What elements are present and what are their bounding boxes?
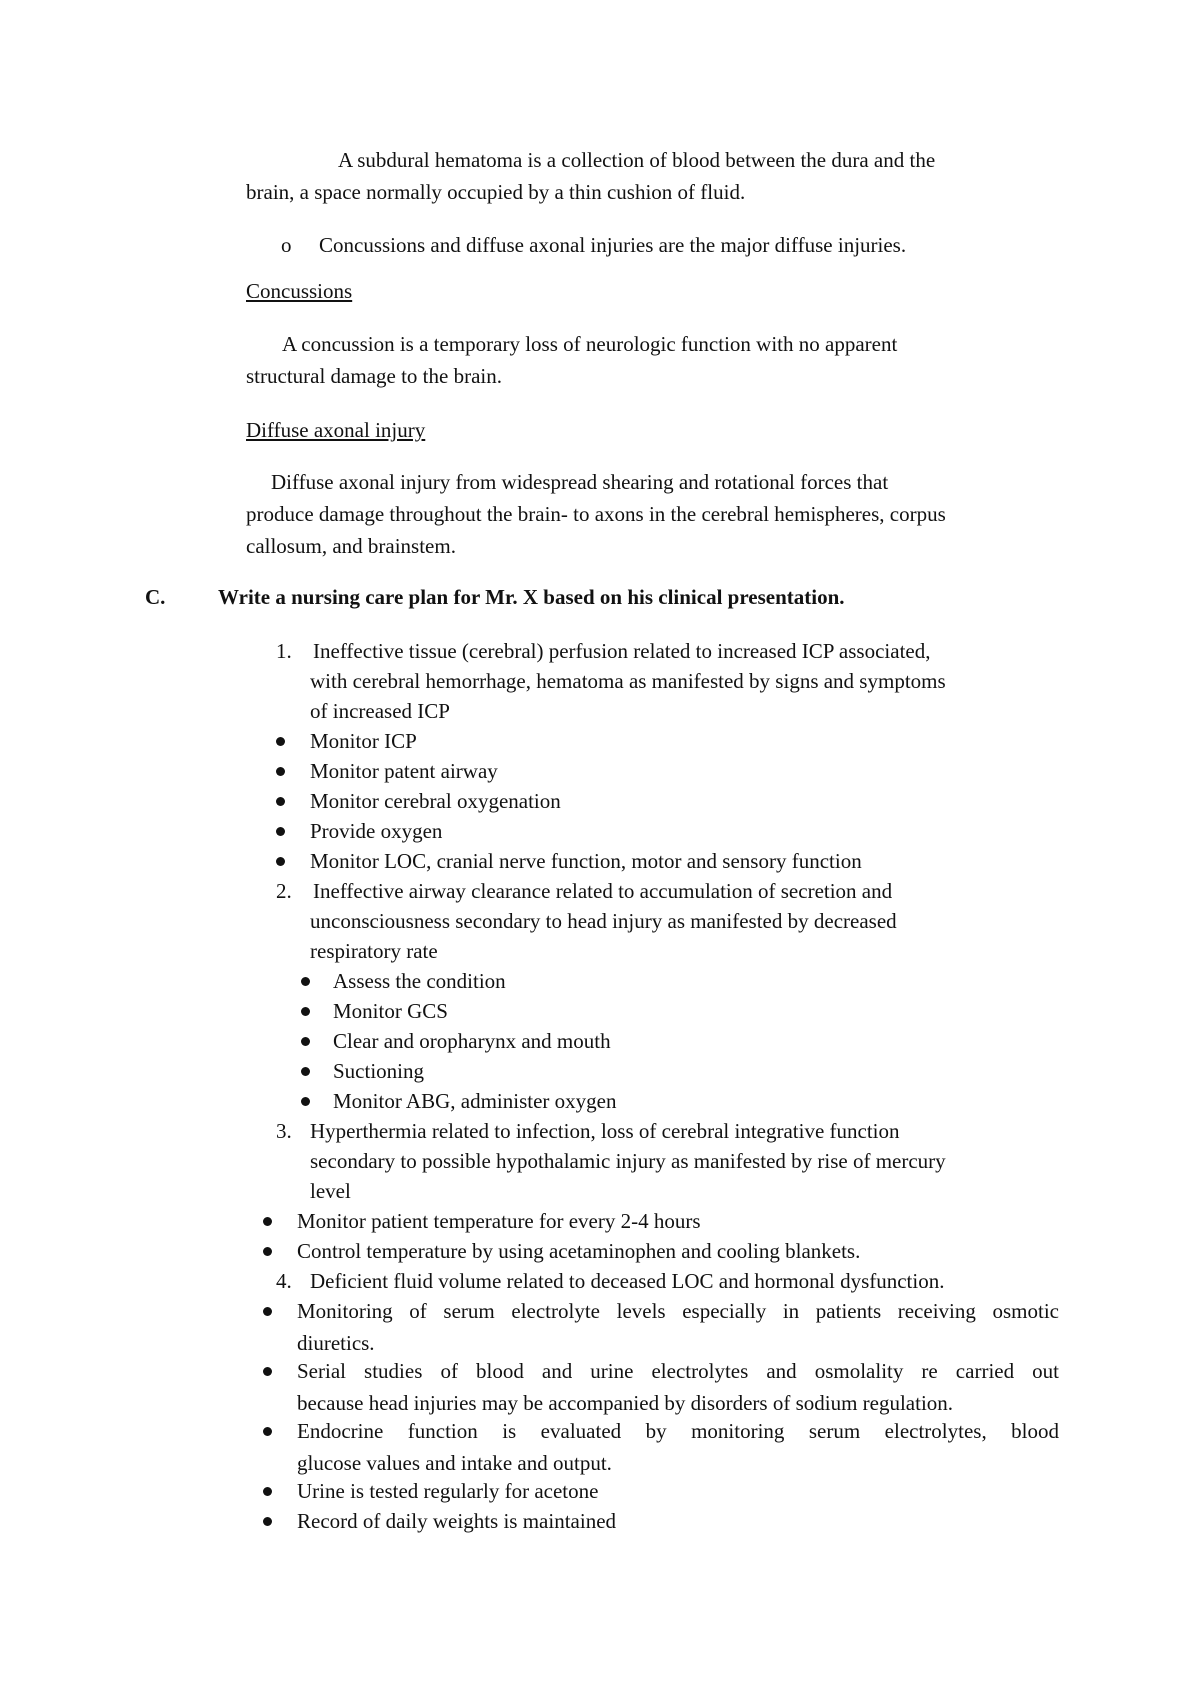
concussions-heading: Concussions <box>246 279 353 303</box>
bullet-icon <box>301 1067 310 1076</box>
diagnosis-1-intervention: Monitor ICP <box>310 729 417 753</box>
diagnosis-4-intervention-line: diuretics. <box>297 1331 375 1355</box>
bullet-icon <box>263 1427 272 1436</box>
bullet-icon <box>276 737 285 746</box>
diagnosis-1-line-3: of increased ICP <box>310 699 450 723</box>
diagnosis-2-intervention: Assess the condition <box>333 969 506 993</box>
diffuse-axonal-text-line-3: callosum, and brainstem. <box>246 534 456 558</box>
diagnosis-4-intervention-line: Endocrine function is evaluated by monitoring serum electrolytes, blood <box>297 1419 1059 1443</box>
bullet-icon <box>263 1517 272 1526</box>
diagnosis-4-intervention-line: Serial studies of blood and urine electrolytes and osmolality re carried out <box>297 1359 1059 1383</box>
bullet-icon <box>263 1487 272 1496</box>
bullet-icon <box>263 1217 272 1226</box>
diagnosis-2-line-3: respiratory rate <box>310 939 438 963</box>
diagnosis-3-intervention: Control temperature by using acetaminophen and cooling blankets. <box>297 1239 861 1263</box>
subdural-text-line-1: A subdural hematoma is a collection of blood between the dura and the <box>338 148 936 172</box>
diffuse-axonal-text-line-1: Diffuse axonal injury from widespread shearing and rotational forces that <box>271 470 889 494</box>
diagnosis-2-line-2: unconsciousness secondary to head injury as manifested by decreased <box>310 909 897 933</box>
bullet-icon <box>263 1367 272 1376</box>
diagnosis-1-number: 1. <box>276 639 292 663</box>
diffuse-axonal-heading: Diffuse axonal injury <box>246 418 426 442</box>
bullet-icon <box>276 827 285 836</box>
bullet-icon <box>263 1307 272 1316</box>
diagnosis-1-intervention: Monitor cerebral oxygenation <box>310 789 561 813</box>
bullet-icon <box>301 1097 310 1106</box>
diagnosis-1-intervention: Monitor patent airway <box>310 759 498 783</box>
diagnosis-4-intervention: Record of daily weights is maintained <box>297 1509 617 1533</box>
diagnosis-4-intervention: Urine is tested regularly for acetone <box>297 1479 599 1503</box>
bullet-icon <box>276 767 285 776</box>
diagnosis-3-number: 3. <box>276 1119 292 1143</box>
diagnosis-4-number: 4. <box>276 1269 292 1293</box>
diagnosis-2-intervention: Suctioning <box>333 1059 425 1083</box>
section-c-letter: C. <box>145 585 166 609</box>
subdural-text-line-2: brain, a space normally occupied by a thin cushion of fluid. <box>246 180 746 204</box>
diagnosis-4-intervention <box>297 1415 1059 1479</box>
diagnosis-1-intervention: Monitor LOC, cranial nerve function, motor and sensory function <box>310 849 862 873</box>
concussion-text-line-2: structural damage to the brain. <box>246 364 502 388</box>
diagnosis-4-intervention-line: glucose values and intake and output. <box>297 1451 612 1475</box>
diagnosis-2-number: 2. <box>276 879 292 903</box>
diagnosis-4-intervention <box>297 1355 1059 1419</box>
diagnosis-2-intervention: Clear and oropharynx and mouth <box>333 1029 611 1053</box>
concussion-text-line-1: A concussion is a temporary loss of neurologic function with no apparent <box>282 332 898 356</box>
bullet-icon <box>301 977 310 986</box>
diagnosis-4-intervention <box>297 1295 1059 1359</box>
bullet-icon <box>276 797 285 806</box>
diagnosis-3-line-3: level <box>310 1179 351 1203</box>
diagnosis-4-line-1: Deficient fluid volume related to deceased LOC and hormonal dysfunction. <box>310 1269 945 1293</box>
bullet-icon <box>276 857 285 866</box>
diffuse-injuries-text: Concussions and diffuse axonal injuries are the major diffuse injuries. <box>319 233 907 257</box>
bullet-icon <box>301 1037 310 1046</box>
diagnosis-3-line-2: secondary to possible hypothalamic injury as manifested by rise of mercury <box>310 1149 946 1173</box>
section-c-title: Write a nursing care plan for Mr. X based on his clinical presentation. <box>218 585 845 609</box>
sub-bullet-marker: o <box>281 233 292 257</box>
bullet-icon <box>263 1247 272 1256</box>
diagnosis-4-intervention-line: because head injuries may be accompanied by disorders of sodium regulation. <box>297 1391 954 1415</box>
diagnosis-1-intervention: Provide oxygen <box>310 819 443 843</box>
diagnosis-2-intervention: Monitor ABG, administer oxygen <box>333 1089 617 1113</box>
diagnosis-1-line-1: Ineffective tissue (cerebral) perfusion related to increased ICP associated, <box>313 639 931 663</box>
diagnosis-3-line-1: Hyperthermia related to infection, loss of cerebral integrative function <box>310 1119 900 1143</box>
diagnosis-4-intervention-line: Monitoring of serum electrolyte levels especially in patients receiving osmotic <box>297 1299 1059 1323</box>
diagnosis-1-line-2: with cerebral hemorrhage, hematoma as manifested by signs and symptoms <box>310 669 946 693</box>
diagnosis-2-intervention: Monitor GCS <box>333 999 448 1023</box>
bullet-icon <box>301 1007 310 1016</box>
diffuse-axonal-text-line-2: produce damage throughout the brain- to axons in the cerebral hemispheres, corpus <box>246 502 946 526</box>
diagnosis-2-line-1: Ineffective airway clearance related to accumulation of secretion and <box>313 879 893 903</box>
diagnosis-3-intervention: Monitor patient temperature for every 2-4 hours <box>297 1209 701 1233</box>
